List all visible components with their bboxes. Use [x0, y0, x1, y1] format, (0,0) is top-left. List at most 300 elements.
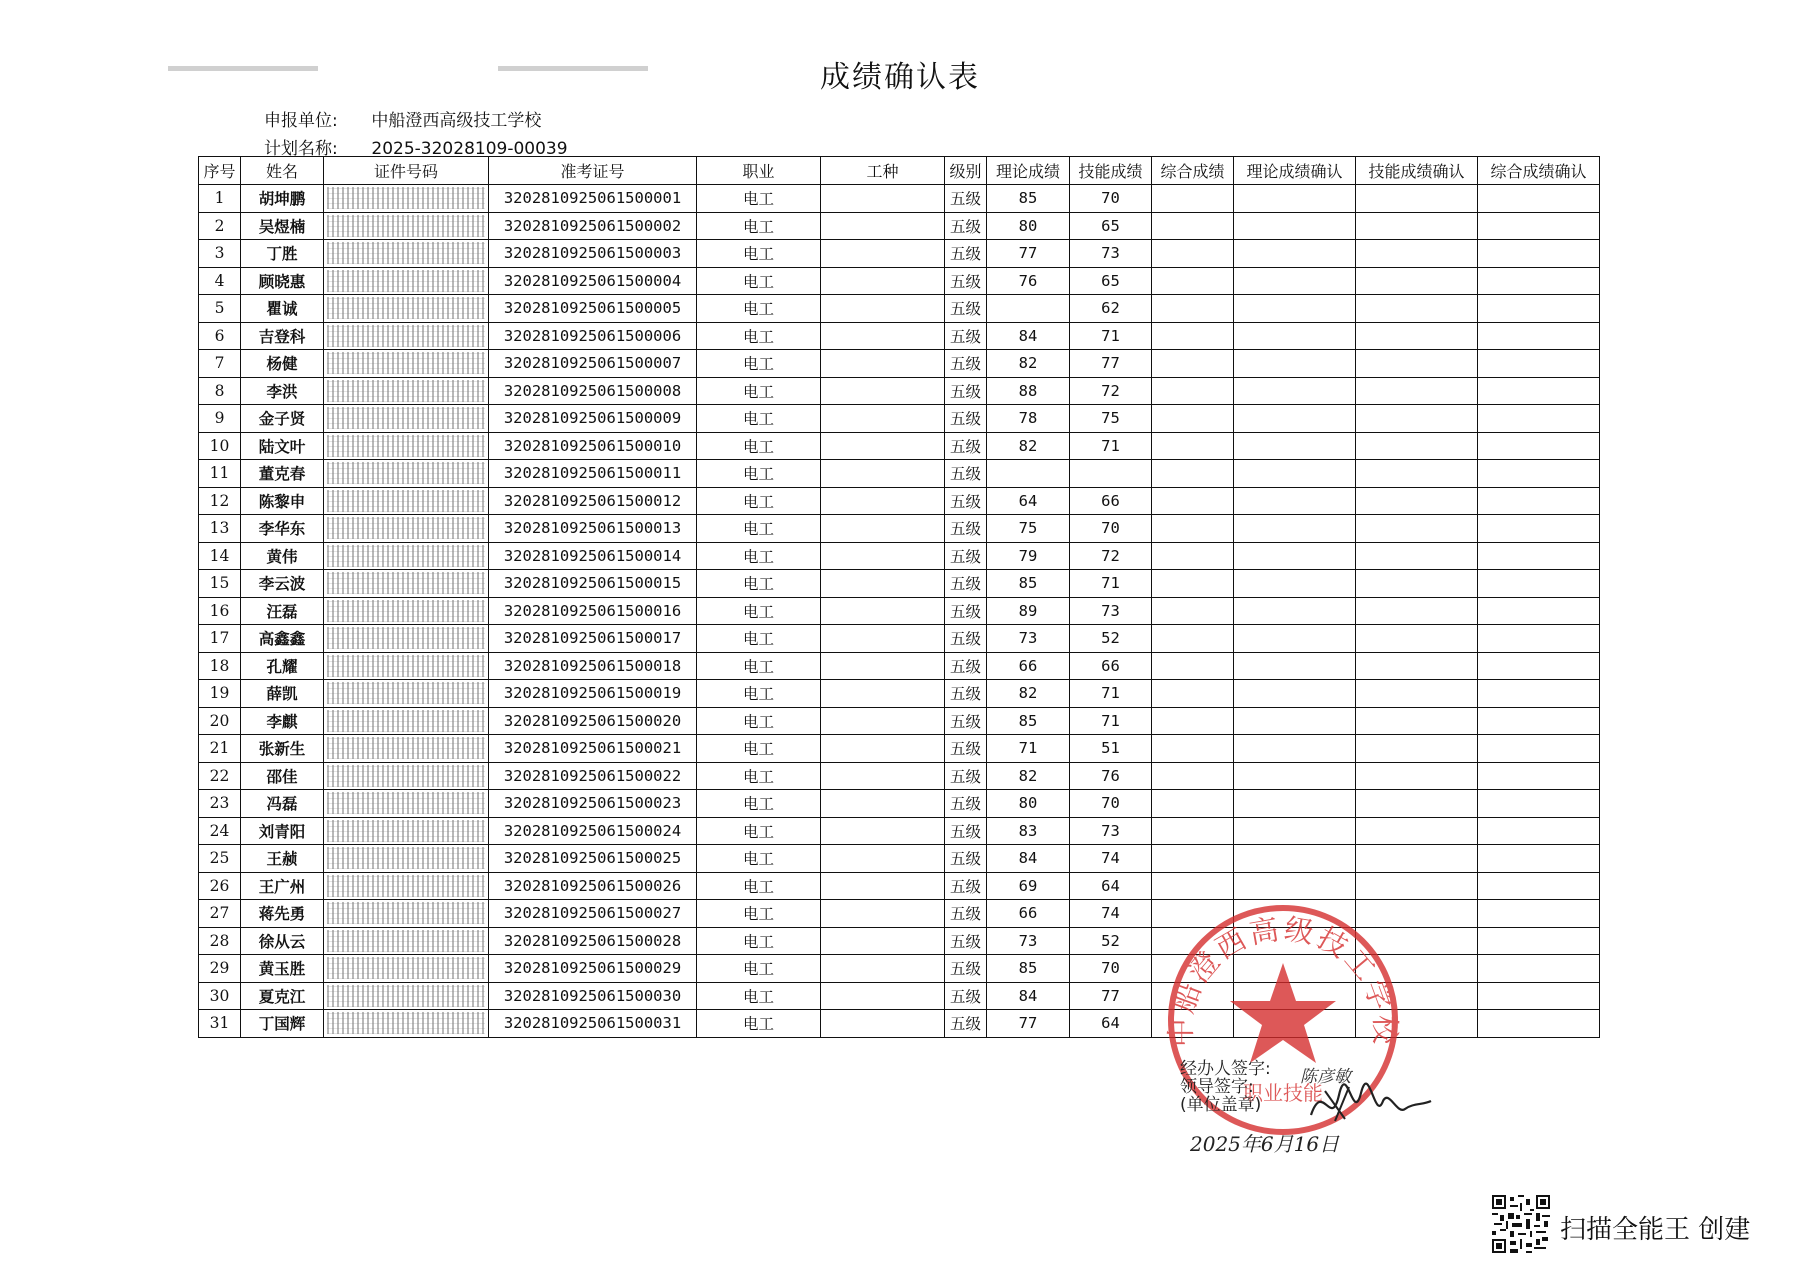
row-skill-confirm — [1356, 405, 1478, 433]
row-work-type — [821, 267, 945, 295]
plan-value: 2025-32028109-00039 — [371, 139, 568, 159]
row-id-redacted — [324, 955, 489, 983]
leader-signature-icon — [1305, 1075, 1435, 1135]
row-seq: 11 — [199, 460, 241, 488]
row-work-type — [821, 350, 945, 378]
row-id-redacted — [324, 570, 489, 598]
row-overall-score — [1152, 790, 1234, 818]
row-skill-score: 76 — [1070, 762, 1152, 790]
row-overall-score — [1152, 680, 1234, 708]
row-seq: 23 — [199, 790, 241, 818]
row-name: 陆文叶 — [241, 432, 324, 460]
redaction-mask — [327, 765, 485, 787]
row-id-redacted — [324, 515, 489, 543]
row-exam-no: 3202810925061500004 — [489, 267, 697, 295]
row-skill-score: 71 — [1070, 570, 1152, 598]
row-job: 电工 — [697, 900, 821, 928]
row-overall-confirm — [1478, 350, 1600, 378]
table-row — [199, 762, 1600, 790]
qr-code-icon — [1492, 1195, 1550, 1253]
row-name: 吉登科 — [241, 322, 324, 350]
row-work-type — [821, 405, 945, 433]
row-exam-no: 3202810925061500005 — [489, 295, 697, 323]
row-level: 五级 — [945, 405, 987, 433]
row-seq: 24 — [199, 817, 241, 845]
table-row — [199, 212, 1600, 240]
row-skill-score: 71 — [1070, 680, 1152, 708]
row-id-redacted — [324, 240, 489, 268]
row-id-redacted — [324, 405, 489, 433]
row-level: 五级 — [945, 542, 987, 570]
row-job: 电工 — [697, 542, 821, 570]
row-level: 五级 — [945, 680, 987, 708]
row-seq: 4 — [199, 267, 241, 295]
row-name: 刘青阳 — [241, 817, 324, 845]
table-row — [199, 432, 1600, 460]
column-header: 技能成绩确认 — [1356, 157, 1478, 185]
row-work-type — [821, 817, 945, 845]
redaction-mask — [327, 737, 485, 759]
row-id-redacted — [324, 762, 489, 790]
redaction-mask — [327, 957, 485, 979]
table-row — [199, 267, 1600, 295]
redaction-mask — [327, 545, 485, 567]
row-skill-score: 74 — [1070, 845, 1152, 873]
row-overall-confirm — [1478, 872, 1600, 900]
row-level: 五级 — [945, 212, 987, 240]
row-name: 张新生 — [241, 735, 324, 763]
column-header: 级别 — [945, 157, 987, 185]
row-work-type — [821, 900, 945, 928]
row-level: 五级 — [945, 817, 987, 845]
row-name: 李洪 — [241, 377, 324, 405]
table-row — [199, 652, 1600, 680]
row-overall-score — [1152, 322, 1234, 350]
row-seq: 13 — [199, 515, 241, 543]
row-skill-confirm — [1356, 735, 1478, 763]
row-name: 夏克江 — [241, 982, 324, 1010]
redaction-mask — [327, 215, 485, 237]
row-exam-no: 3202810925061500015 — [489, 570, 697, 598]
row-job: 电工 — [697, 185, 821, 213]
column-header: 综合成绩 — [1152, 157, 1234, 185]
row-skill-score: 75 — [1070, 405, 1152, 433]
row-skill-confirm — [1356, 790, 1478, 818]
row-overall-confirm — [1478, 267, 1600, 295]
row-name: 杨健 — [241, 350, 324, 378]
row-overall-score — [1152, 432, 1234, 460]
redaction-mask — [327, 1012, 485, 1034]
row-overall-confirm — [1478, 542, 1600, 570]
row-theory-confirm — [1234, 680, 1356, 708]
row-theory-score: 76 — [987, 267, 1070, 295]
row-seq: 21 — [199, 735, 241, 763]
row-job: 电工 — [697, 515, 821, 543]
row-level: 五级 — [945, 625, 987, 653]
row-exam-no: 3202810925061500030 — [489, 982, 697, 1010]
row-job: 电工 — [697, 597, 821, 625]
row-name: 高鑫鑫 — [241, 625, 324, 653]
redaction-mask — [327, 655, 485, 677]
row-skill-confirm — [1356, 845, 1478, 873]
row-theory-confirm — [1234, 707, 1356, 735]
table-row — [199, 680, 1600, 708]
row-exam-no: 3202810925061500021 — [489, 735, 697, 763]
stamp-lower-text: 职业技能 — [1243, 1081, 1323, 1105]
row-level: 五级 — [945, 790, 987, 818]
row-level: 五级 — [945, 460, 987, 488]
row-id-redacted — [324, 460, 489, 488]
row-overall-score — [1152, 405, 1234, 433]
row-overall-confirm — [1478, 735, 1600, 763]
row-id-redacted — [324, 845, 489, 873]
redaction-mask — [327, 930, 485, 952]
row-skill-score: 65 — [1070, 212, 1152, 240]
row-seq: 16 — [199, 597, 241, 625]
row-theory-score: 64 — [987, 487, 1070, 515]
row-seq: 10 — [199, 432, 241, 460]
row-overall-score — [1152, 515, 1234, 543]
row-job: 电工 — [697, 845, 821, 873]
redaction-mask — [327, 490, 485, 512]
redaction-mask — [327, 462, 485, 484]
row-overall-score — [1152, 625, 1234, 653]
row-work-type — [821, 625, 945, 653]
row-overall-score — [1152, 707, 1234, 735]
row-name: 董克春 — [241, 460, 324, 488]
row-job: 电工 — [697, 790, 821, 818]
row-name: 徐从云 — [241, 927, 324, 955]
plan-label: 计划名称: — [264, 139, 338, 159]
redaction-mask — [327, 325, 485, 347]
row-overall-score — [1152, 212, 1234, 240]
row-skill-confirm — [1356, 432, 1478, 460]
row-skill-confirm — [1356, 625, 1478, 653]
row-name: 王广州 — [241, 872, 324, 900]
row-id-redacted — [324, 625, 489, 653]
row-exam-no: 3202810925061500012 — [489, 487, 697, 515]
table-row — [199, 570, 1600, 598]
row-skill-confirm — [1356, 680, 1478, 708]
row-skill-score: 71 — [1070, 707, 1152, 735]
row-name: 邵佳 — [241, 762, 324, 790]
row-skill-score: 73 — [1070, 597, 1152, 625]
row-skill-confirm — [1356, 652, 1478, 680]
row-name: 金子贤 — [241, 405, 324, 433]
row-level: 五级 — [945, 597, 987, 625]
table-row — [199, 597, 1600, 625]
row-work-type — [821, 185, 945, 213]
row-job: 电工 — [697, 680, 821, 708]
row-skill-confirm — [1356, 597, 1478, 625]
row-skill-confirm — [1356, 377, 1478, 405]
table-row — [199, 542, 1600, 570]
row-theory-confirm — [1234, 487, 1356, 515]
table-row — [199, 625, 1600, 653]
row-skill-confirm — [1356, 240, 1478, 268]
row-skill-confirm — [1356, 267, 1478, 295]
row-work-type — [821, 927, 945, 955]
row-theory-score: 73 — [987, 625, 1070, 653]
row-job: 电工 — [697, 267, 821, 295]
row-work-type — [821, 845, 945, 873]
row-job: 电工 — [697, 955, 821, 983]
row-exam-no: 3202810925061500023 — [489, 790, 697, 818]
row-level: 五级 — [945, 927, 987, 955]
row-exam-no: 3202810925061500013 — [489, 515, 697, 543]
row-job: 电工 — [697, 817, 821, 845]
row-theory-score: 88 — [987, 377, 1070, 405]
row-exam-no: 3202810925061500002 — [489, 212, 697, 240]
row-overall-confirm — [1478, 460, 1600, 488]
row-overall-confirm — [1478, 982, 1600, 1010]
row-skill-confirm — [1356, 817, 1478, 845]
row-overall-score — [1152, 350, 1234, 378]
row-level: 五级 — [945, 185, 987, 213]
row-exam-no: 3202810925061500029 — [489, 955, 697, 983]
row-theory-confirm — [1234, 845, 1356, 873]
row-overall-confirm — [1478, 322, 1600, 350]
row-id-redacted — [324, 1010, 489, 1038]
table-row — [199, 707, 1600, 735]
row-job: 电工 — [697, 707, 821, 735]
table-row — [199, 845, 1600, 873]
row-level: 五级 — [945, 762, 987, 790]
table-row — [199, 487, 1600, 515]
row-seq: 7 — [199, 350, 241, 378]
row-job: 电工 — [697, 982, 821, 1010]
row-work-type — [821, 652, 945, 680]
row-job: 电工 — [697, 1010, 821, 1038]
row-overall-score — [1152, 542, 1234, 570]
row-theory-score: 80 — [987, 790, 1070, 818]
row-skill-score: 70 — [1070, 790, 1152, 818]
row-name: 丁胜 — [241, 240, 324, 268]
row-level: 五级 — [945, 350, 987, 378]
redaction-mask — [327, 985, 485, 1007]
row-skill-confirm — [1356, 762, 1478, 790]
row-overall-score — [1152, 570, 1234, 598]
row-job: 电工 — [697, 212, 821, 240]
row-overall-confirm — [1478, 680, 1600, 708]
table-row — [199, 240, 1600, 268]
row-work-type — [821, 295, 945, 323]
row-job: 电工 — [697, 322, 821, 350]
row-job: 电工 — [697, 460, 821, 488]
row-name: 蒋先勇 — [241, 900, 324, 928]
row-theory-score: 66 — [987, 652, 1070, 680]
row-theory-confirm — [1234, 762, 1356, 790]
row-name: 王赪 — [241, 845, 324, 873]
row-skill-score: 77 — [1070, 350, 1152, 378]
row-theory-score: 85 — [987, 185, 1070, 213]
row-skill-confirm — [1356, 570, 1478, 598]
row-seq: 26 — [199, 872, 241, 900]
row-skill-score: 72 — [1070, 542, 1152, 570]
row-level: 五级 — [945, 432, 987, 460]
row-skill-confirm — [1356, 212, 1478, 240]
row-overall-score — [1152, 240, 1234, 268]
row-skill-confirm — [1356, 185, 1478, 213]
row-exam-no: 3202810925061500016 — [489, 597, 697, 625]
table-row — [199, 735, 1600, 763]
row-job: 电工 — [697, 405, 821, 433]
row-seq: 3 — [199, 240, 241, 268]
row-seq: 6 — [199, 322, 241, 350]
row-name: 李云波 — [241, 570, 324, 598]
table-row — [199, 817, 1600, 845]
row-id-redacted — [324, 295, 489, 323]
row-exam-no: 3202810925061500022 — [489, 762, 697, 790]
table-row — [199, 350, 1600, 378]
row-theory-score: 83 — [987, 817, 1070, 845]
row-exam-no: 3202810925061500009 — [489, 405, 697, 433]
row-overall-confirm — [1478, 212, 1600, 240]
table-row — [199, 790, 1600, 818]
column-header: 技能成绩 — [1070, 157, 1152, 185]
row-seq: 15 — [199, 570, 241, 598]
row-theory-confirm — [1234, 322, 1356, 350]
row-work-type — [821, 322, 945, 350]
row-theory-score: 78 — [987, 405, 1070, 433]
redaction-mask — [327, 270, 485, 292]
row-overall-confirm — [1478, 790, 1600, 818]
row-job: 电工 — [697, 927, 821, 955]
row-work-type — [821, 790, 945, 818]
row-skill-confirm — [1356, 460, 1478, 488]
row-id-redacted — [324, 267, 489, 295]
row-theory-score: 84 — [987, 982, 1070, 1010]
row-name: 瞿诚 — [241, 295, 324, 323]
row-exam-no: 3202810925061500025 — [489, 845, 697, 873]
row-level: 五级 — [945, 267, 987, 295]
row-seq: 27 — [199, 900, 241, 928]
row-theory-score: 75 — [987, 515, 1070, 543]
row-theory-score: 77 — [987, 240, 1070, 268]
row-skill-score: 65 — [1070, 267, 1152, 295]
row-level: 五级 — [945, 982, 987, 1010]
row-theory-confirm — [1234, 597, 1356, 625]
row-exam-no: 3202810925061500003 — [489, 240, 697, 268]
row-id-redacted — [324, 377, 489, 405]
scan-smudge — [168, 66, 318, 71]
row-exam-no: 3202810925061500008 — [489, 377, 697, 405]
row-level: 五级 — [945, 900, 987, 928]
row-theory-score: 84 — [987, 322, 1070, 350]
row-overall-confirm — [1478, 597, 1600, 625]
stamp-label: (单位盖章) — [1180, 1095, 1262, 1115]
row-skill-confirm — [1356, 487, 1478, 515]
row-seq: 19 — [199, 680, 241, 708]
column-header: 证件号码 — [324, 157, 489, 185]
row-theory-score: 85 — [987, 570, 1070, 598]
row-work-type — [821, 515, 945, 543]
scan-smudge — [498, 66, 648, 71]
row-theory-score: 80 — [987, 212, 1070, 240]
row-overall-confirm — [1478, 1010, 1600, 1038]
row-theory-confirm — [1234, 350, 1356, 378]
row-work-type — [821, 432, 945, 460]
row-id-redacted — [324, 487, 489, 515]
row-id-redacted — [324, 212, 489, 240]
handler-signature-label: 经办人签字: — [1180, 1059, 1271, 1079]
row-exam-no: 3202810925061500018 — [489, 652, 697, 680]
row-skill-score: 70 — [1070, 515, 1152, 543]
row-name: 黄玉胜 — [241, 955, 324, 983]
row-exam-no: 3202810925061500011 — [489, 460, 697, 488]
column-header: 职业 — [697, 157, 821, 185]
row-id-redacted — [324, 432, 489, 460]
unit-value: 中船澄西高级技工学校 — [371, 111, 542, 131]
row-job: 电工 — [697, 570, 821, 598]
row-theory-score: 71 — [987, 735, 1070, 763]
row-theory-score: 82 — [987, 680, 1070, 708]
row-overall-confirm — [1478, 707, 1600, 735]
row-theory-confirm — [1234, 185, 1356, 213]
row-theory-score: 82 — [987, 762, 1070, 790]
row-id-redacted — [324, 900, 489, 928]
row-name: 李麒 — [241, 707, 324, 735]
row-level: 五级 — [945, 652, 987, 680]
row-theory-confirm — [1234, 405, 1356, 433]
row-skill-score: 52 — [1070, 625, 1152, 653]
column-header: 序号 — [199, 157, 241, 185]
row-overall-score — [1152, 267, 1234, 295]
row-exam-no: 3202810925061500017 — [489, 625, 697, 653]
row-skill-score: 77 — [1070, 982, 1152, 1010]
row-overall-confirm — [1478, 955, 1600, 983]
row-overall-score — [1152, 185, 1234, 213]
table-row — [199, 405, 1600, 433]
row-exam-no: 3202810925061500010 — [489, 432, 697, 460]
row-seq: 28 — [199, 927, 241, 955]
row-name: 陈黎申 — [241, 487, 324, 515]
column-header: 准考证号 — [489, 157, 697, 185]
row-seq: 8 — [199, 377, 241, 405]
table-row — [199, 515, 1600, 543]
unit-label: 申报单位: — [264, 111, 338, 131]
row-overall-score — [1152, 762, 1234, 790]
row-level: 五级 — [945, 377, 987, 405]
row-overall-confirm — [1478, 295, 1600, 323]
row-seq: 9 — [199, 405, 241, 433]
row-job: 电工 — [697, 872, 821, 900]
scanner-brand — [1492, 1195, 1792, 1257]
row-skill-confirm — [1356, 515, 1478, 543]
row-exam-no: 3202810925061500014 — [489, 542, 697, 570]
row-theory-score — [987, 295, 1070, 323]
redaction-mask — [327, 297, 485, 319]
row-skill-score: 71 — [1070, 432, 1152, 460]
row-skill-score: 73 — [1070, 817, 1152, 845]
redaction-mask — [327, 352, 485, 374]
row-overall-confirm — [1478, 762, 1600, 790]
row-level: 五级 — [945, 735, 987, 763]
brand-text: 扫描全能王 创建 — [1560, 1215, 1751, 1245]
row-overall-score — [1152, 597, 1234, 625]
redaction-mask — [327, 435, 485, 457]
row-level: 五级 — [945, 515, 987, 543]
row-theory-score: 89 — [987, 597, 1070, 625]
row-theory-confirm — [1234, 625, 1356, 653]
column-header: 理论成绩确认 — [1234, 157, 1356, 185]
redaction-mask — [327, 875, 485, 897]
row-theory-score: 82 — [987, 350, 1070, 378]
row-exam-no: 3202810925061500020 — [489, 707, 697, 735]
row-theory-score: 73 — [987, 927, 1070, 955]
row-overall-confirm — [1478, 240, 1600, 268]
row-theory-confirm — [1234, 267, 1356, 295]
